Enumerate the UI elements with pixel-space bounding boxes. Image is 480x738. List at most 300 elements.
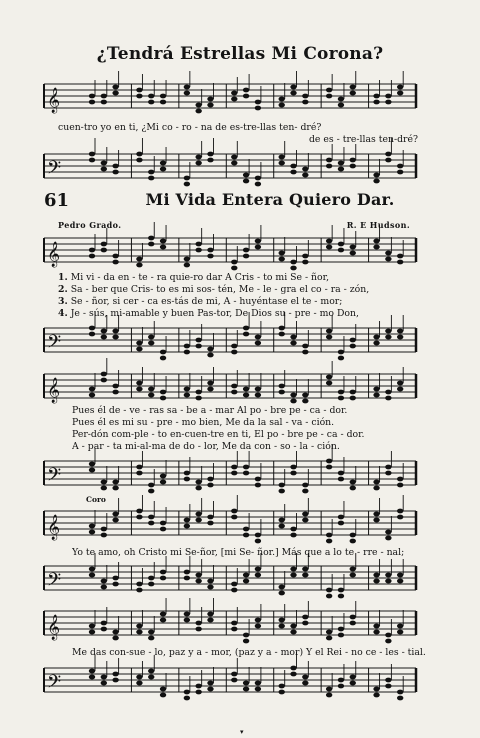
note-head	[385, 251, 391, 256]
note-head	[373, 624, 379, 629]
note-head	[302, 573, 308, 578]
note-head	[255, 681, 261, 686]
note-head	[112, 390, 118, 395]
note-head	[326, 588, 332, 593]
clef-icon: 𝄢	[47, 570, 62, 595]
system1-verse-4: 4. Je - sús, mi-amable y buen Pas-tor, De Dios su - pre - mo Don,	[58, 308, 359, 319]
note-head	[243, 471, 249, 476]
note-head	[207, 387, 213, 392]
note-head	[136, 347, 142, 352]
note-head	[148, 387, 154, 392]
note-head	[373, 687, 379, 692]
note-head	[136, 588, 142, 593]
note-head	[350, 486, 356, 491]
note-head	[397, 477, 403, 482]
note-head	[243, 173, 249, 178]
note-head	[136, 88, 142, 93]
note-head	[195, 573, 201, 578]
system2-treble-staff	[44, 368, 424, 408]
note-head	[195, 579, 201, 584]
note-head	[373, 173, 379, 178]
note-head	[255, 393, 261, 398]
note-head	[350, 396, 356, 401]
note-head	[231, 161, 237, 166]
note-head	[89, 100, 95, 105]
note-head	[112, 91, 118, 96]
note-head	[160, 94, 166, 99]
note-head	[338, 678, 344, 683]
note-head	[148, 94, 154, 99]
clef-icon: 𝄢	[47, 465, 62, 490]
clef-icon: 𝄢	[47, 672, 62, 697]
note-head	[350, 615, 356, 620]
note-head	[279, 103, 285, 108]
note-head	[231, 471, 237, 476]
system1-bass-staff	[44, 322, 424, 362]
note-head	[350, 533, 356, 538]
top-bass-staff	[44, 148, 424, 192]
note-head	[231, 260, 237, 265]
note-head	[326, 164, 332, 169]
note-head	[243, 248, 249, 253]
note-head	[373, 341, 379, 346]
top-hymn-title: ¿Tendrá Estrellas Mi Corona?	[96, 44, 384, 64]
note-head	[160, 245, 166, 250]
note-head	[397, 690, 403, 695]
note-head	[101, 378, 107, 383]
note-head	[255, 483, 261, 488]
note-head	[184, 350, 190, 355]
note-head	[338, 167, 344, 172]
note-head	[397, 164, 403, 169]
note-head	[207, 248, 213, 253]
note-head	[231, 155, 237, 160]
note-head	[350, 480, 356, 485]
note-head	[326, 687, 332, 692]
note-head	[326, 375, 332, 380]
note-head	[112, 486, 118, 491]
note-head	[255, 176, 261, 181]
note-head	[89, 573, 95, 578]
note-head	[255, 182, 261, 187]
note-head	[101, 372, 107, 377]
note-head	[279, 585, 285, 590]
note-head	[302, 94, 308, 99]
note-head	[243, 88, 249, 93]
note-head	[136, 471, 142, 476]
note-head	[302, 518, 308, 523]
note-head	[160, 521, 166, 526]
note-head	[397, 483, 403, 488]
note-head	[231, 384, 237, 389]
note-head	[302, 615, 308, 620]
note-head	[243, 254, 249, 259]
note-head	[112, 512, 118, 517]
note-head	[136, 381, 142, 386]
note-head	[385, 390, 391, 395]
note-head	[302, 489, 308, 494]
note-head	[290, 471, 296, 476]
note-head	[89, 254, 95, 259]
note-head	[326, 533, 332, 538]
note-head	[255, 618, 261, 623]
note-head	[385, 94, 391, 99]
note-head	[279, 591, 285, 596]
note-head	[184, 612, 190, 617]
note-head	[385, 100, 391, 105]
note-head	[243, 633, 249, 638]
note-head	[195, 627, 201, 632]
note-head	[195, 344, 201, 349]
note-head	[195, 690, 201, 695]
note-head	[160, 474, 166, 479]
note-head	[160, 390, 166, 395]
clef-icon: 𝄞	[47, 88, 61, 113]
note-head	[397, 579, 403, 584]
note-head	[112, 170, 118, 175]
note-head	[255, 533, 261, 538]
note-head	[255, 239, 261, 244]
note-head	[302, 621, 308, 626]
note-head	[385, 158, 391, 163]
note-head	[255, 567, 261, 572]
note-head	[231, 91, 237, 96]
chorus1-treble-staff	[44, 505, 424, 543]
note-head	[302, 681, 308, 686]
note-head	[101, 486, 107, 491]
system2-verse-3: Per-dón com-ple - to en-cuen-tre en ti, El po - bre pe - ca - dor.	[72, 429, 365, 440]
note-head	[385, 530, 391, 535]
note-head	[207, 158, 213, 163]
note-head	[326, 594, 332, 599]
note-head	[207, 353, 213, 358]
note-head	[338, 515, 344, 520]
note-head	[112, 164, 118, 169]
note-head	[385, 579, 391, 584]
note-head	[112, 630, 118, 635]
note-head	[397, 91, 403, 96]
note-head	[350, 539, 356, 544]
note-head	[290, 630, 296, 635]
note-head	[160, 480, 166, 485]
note-head	[373, 630, 379, 635]
note-head	[207, 477, 213, 482]
system2-bass-staff	[44, 455, 424, 495]
note-head	[302, 344, 308, 349]
note-head	[112, 85, 118, 90]
note-head	[112, 518, 118, 523]
note-head	[101, 248, 107, 253]
note-head	[231, 678, 237, 683]
note-head	[326, 381, 332, 386]
note-head	[231, 672, 237, 677]
note-head	[207, 521, 213, 526]
note-head	[255, 539, 261, 544]
note-head	[195, 486, 201, 491]
note-head	[373, 693, 379, 698]
note-head	[385, 684, 391, 689]
note-head	[136, 630, 142, 635]
note-head	[148, 335, 154, 340]
note-head	[302, 254, 308, 259]
note-head	[184, 570, 190, 575]
note-head	[101, 585, 107, 590]
note-head	[373, 393, 379, 398]
note-head	[338, 390, 344, 395]
note-head	[326, 245, 332, 250]
note-head	[302, 350, 308, 355]
note-head	[207, 681, 213, 686]
note-head	[184, 387, 190, 392]
note-head	[350, 158, 356, 163]
note-head	[101, 242, 107, 247]
note-head	[136, 152, 142, 157]
note-head	[338, 627, 344, 632]
note-head	[243, 639, 249, 644]
note-head	[195, 242, 201, 247]
note-head	[290, 527, 296, 532]
note-head	[290, 85, 296, 90]
note-head	[160, 100, 166, 105]
note-head	[350, 681, 356, 686]
note-head	[326, 88, 332, 93]
note-head	[148, 576, 154, 581]
note-head	[385, 257, 391, 262]
note-head	[136, 624, 142, 629]
note-head	[338, 356, 344, 361]
note-head	[148, 341, 154, 346]
note-head	[385, 536, 391, 541]
note-head	[207, 152, 213, 157]
note-head	[148, 675, 154, 680]
note-head	[231, 390, 237, 395]
note-head	[290, 335, 296, 340]
chorus-label: Coro	[86, 495, 106, 504]
clef-icon: 𝄞	[47, 515, 61, 540]
note-head	[397, 509, 403, 514]
note-head	[195, 248, 201, 253]
note-head	[338, 396, 344, 401]
note-head	[243, 387, 249, 392]
note-head	[326, 459, 332, 464]
note-head	[89, 94, 95, 99]
note-head	[279, 690, 285, 695]
note-head	[397, 624, 403, 629]
note-head	[184, 85, 190, 90]
note-head	[326, 693, 332, 698]
note-head	[112, 672, 118, 677]
note-head	[160, 356, 166, 361]
note-head	[290, 567, 296, 572]
note-head	[279, 483, 285, 488]
note-head	[184, 393, 190, 398]
note-head	[397, 85, 403, 90]
note-head	[290, 164, 296, 169]
note-head	[101, 167, 107, 172]
note-head	[136, 257, 142, 262]
note-head	[290, 260, 296, 265]
note-head	[290, 170, 296, 175]
note-head	[373, 518, 379, 523]
note-head	[338, 594, 344, 599]
note-head	[184, 344, 190, 349]
note-head	[148, 630, 154, 635]
note-head	[160, 576, 166, 581]
note-head	[385, 465, 391, 470]
composer-credit: R. E Hudson.	[346, 220, 410, 230]
note-head	[207, 347, 213, 352]
note-head	[231, 627, 237, 632]
note-head	[243, 681, 249, 686]
note-head	[148, 636, 154, 641]
note-head	[255, 106, 261, 111]
note-head	[338, 161, 344, 166]
note-head	[279, 524, 285, 529]
note-head	[160, 396, 166, 401]
note-head	[397, 696, 403, 701]
note-head	[148, 170, 154, 175]
clef-icon: 𝄢	[47, 332, 62, 357]
note-head	[243, 533, 249, 538]
note-head	[373, 245, 379, 250]
note-head	[350, 573, 356, 578]
note-head	[290, 341, 296, 346]
note-head	[373, 486, 379, 491]
note-head	[184, 477, 190, 482]
system2-verse-2: Pues él es mi su - pre - mo bien, Me da la sal - va - ción.	[72, 417, 335, 428]
note-head	[397, 573, 403, 578]
system1-verse-2: 2. Sa - ber que Cris- to es mi sos- tén, Me - le - gra el co - ra - zón,	[58, 284, 370, 295]
note-head	[89, 158, 95, 163]
note-head	[101, 161, 107, 166]
note-head	[89, 567, 95, 572]
note-head	[160, 350, 166, 355]
note-head	[89, 630, 95, 635]
note-head	[89, 669, 95, 674]
note-head	[302, 173, 308, 178]
note-head	[326, 94, 332, 99]
note-head	[290, 666, 296, 671]
note-head	[338, 633, 344, 638]
note-head	[373, 480, 379, 485]
note-head	[255, 573, 261, 578]
note-head	[112, 335, 118, 340]
note-head	[397, 329, 403, 334]
note-head	[302, 512, 308, 517]
note-head	[290, 399, 296, 404]
note-head	[243, 687, 249, 692]
note-head	[160, 618, 166, 623]
note-head	[385, 639, 391, 644]
clef-icon: 𝄢	[47, 158, 62, 183]
note-head	[112, 582, 118, 587]
note-head	[338, 471, 344, 476]
note-head	[207, 618, 213, 623]
note-head	[302, 483, 308, 488]
note-head	[207, 103, 213, 108]
note-head	[195, 155, 201, 160]
note-head	[231, 465, 237, 470]
note-head	[290, 91, 296, 96]
system1-verse-1: 1. Mi vi - da en - te - ra quie-ro dar A Cris - to mi Se - ñor,	[58, 272, 330, 283]
note-head	[326, 239, 332, 244]
note-head	[89, 462, 95, 467]
top-hymn-lyric-line-1: cuen-tro yo en ti, ¿Mi co - ro - na de es-tre-llas ten- dré?	[58, 122, 322, 133]
note-head	[279, 489, 285, 494]
note-head	[112, 678, 118, 683]
note-head	[397, 170, 403, 175]
note-head	[184, 696, 190, 701]
note-head	[89, 393, 95, 398]
note-head	[350, 91, 356, 96]
note-head	[207, 612, 213, 617]
chorus-lyric-2: Me das con-sue - lo, paz y a - mor, (paz y a - mor) Y el Rei - no ce - les - tial.	[72, 647, 426, 658]
note-head	[136, 582, 142, 587]
system2-verse-4: A - par - ta mi-al-ma de do - lor, Me da con - so - la - ción.	[72, 441, 340, 452]
note-head	[231, 588, 237, 593]
note-head	[385, 633, 391, 638]
note-head	[136, 341, 142, 346]
note-head	[326, 630, 332, 635]
note-head	[279, 618, 285, 623]
note-head	[136, 515, 142, 520]
note-head	[184, 690, 190, 695]
note-head	[136, 94, 142, 99]
note-head	[184, 176, 190, 181]
note-head	[160, 527, 166, 532]
note-head	[243, 326, 249, 331]
note-head	[195, 103, 201, 108]
note-head	[302, 167, 308, 172]
system2-verse-1: Pues él de - ve - ras sa - be a - mar Al po - bre pe - ca - dor.	[72, 405, 348, 416]
note-head	[148, 582, 154, 587]
note-head	[350, 390, 356, 395]
note-head	[195, 338, 201, 343]
note-head	[148, 483, 154, 488]
note-head	[136, 675, 142, 680]
note-head	[373, 239, 379, 244]
note-head	[89, 524, 95, 529]
note-head	[195, 390, 201, 395]
note-head	[148, 242, 154, 247]
note-head	[279, 684, 285, 689]
note-head	[279, 624, 285, 629]
system1-verse-3: 3. Se - ñor, si cer - ca es-tás de mi, A - huyéntase el te - mor;	[58, 296, 343, 307]
note-head	[279, 384, 285, 389]
note-head	[302, 393, 308, 398]
note-head	[350, 344, 356, 349]
note-head	[89, 248, 95, 253]
note-head	[195, 512, 201, 517]
note-head	[207, 585, 213, 590]
note-head	[326, 465, 332, 470]
note-head	[148, 521, 154, 526]
note-head	[385, 573, 391, 578]
note-head	[243, 179, 249, 184]
note-head	[279, 251, 285, 256]
note-head	[195, 518, 201, 523]
note-head	[373, 573, 379, 578]
note-head	[195, 684, 201, 689]
note-head	[184, 182, 190, 187]
note-head	[373, 335, 379, 340]
note-head	[101, 480, 107, 485]
note-head	[184, 263, 190, 268]
note-head	[326, 636, 332, 641]
top-treble-staff	[44, 78, 424, 122]
note-head	[279, 97, 285, 102]
note-head	[302, 260, 308, 265]
